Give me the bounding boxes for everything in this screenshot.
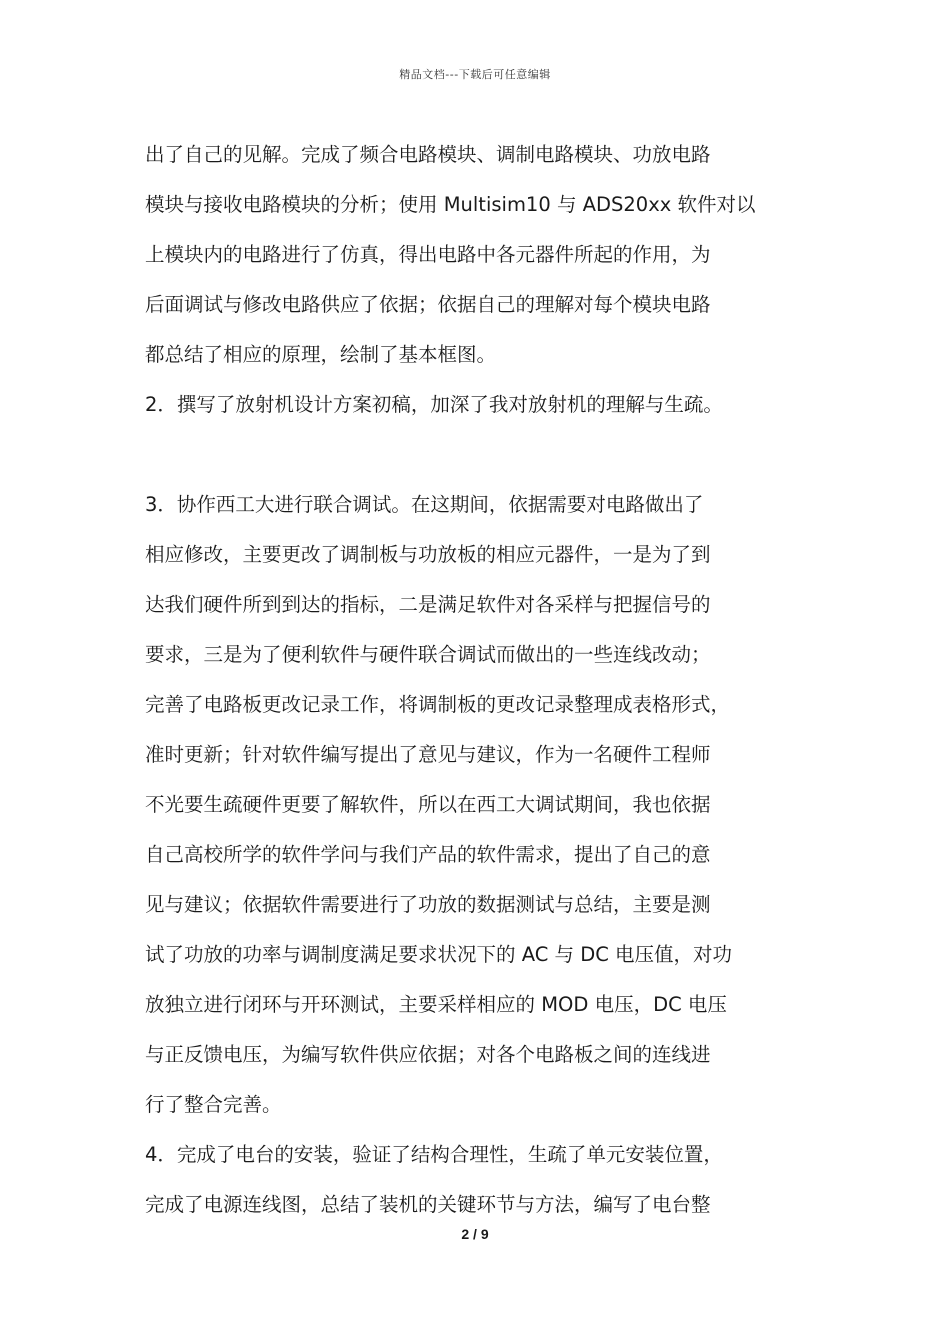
text-line: 与正反馈电压，为编写软件供应依据；对各个电路板之间的连线进 <box>145 1043 711 1066</box>
text-line: 放独立进行闭环与开环测试，主要采样相应的 MOD 电压，DC 电压 <box>145 993 727 1016</box>
page-header: 精品文档---下载后可任意编辑 <box>399 68 551 81</box>
text-line: 上模块内的电路进行了仿真，得出电路中各元器件所起的作用，为 <box>145 243 711 266</box>
page-number: 2 / 9 <box>461 1226 489 1242</box>
text-line: 达我们硬件所到到达的指标，二是满足软件对各采样与把握信号的 <box>145 593 711 616</box>
text-line: 4．完成了电台的安装，验证了结构合理性，生疏了单元安装位置， <box>145 1143 723 1166</box>
text-line: 自己高校所学的软件学问与我们产品的软件需求，提出了自己的意 <box>145 843 711 866</box>
paragraph-spacer <box>145 430 835 480</box>
paragraph-2 <box>145 380 835 430</box>
text-line: 出了自己的见解。完成了频合电路模块、调制电路模块、功放电路 <box>145 143 711 166</box>
text-line: 见与建议；依据软件需要进行了功放的数据测试与总结，主要是测 <box>145 893 711 916</box>
text-line: 完善了电路板更改记录工作，将调制板的更改记录整理成表格形式， <box>145 693 731 716</box>
text-line: 要求，三是为了便利软件与硬件联合调试而做出的一些连线改动； <box>145 643 711 666</box>
paragraph-3 <box>145 480 835 1130</box>
text-line: 3．协作西工大进行联合调试。在这期间，依据需要对电路做出了 <box>145 493 704 516</box>
text-line: 都总结了相应的原理，绘制了基本框图。 <box>145 343 497 366</box>
text-line: 完成了电源连线图，总结了装机的关键环节与方法，编写了电台整 <box>145 1193 711 1216</box>
document-body <box>145 130 835 1230</box>
text-line: 不光要生疏硬件更要了解软件，所以在西工大调试期间，我也依据 <box>145 793 711 816</box>
text-line: 模块与接收电路模块的分析；使用 Multisim10 与 ADS20xx 软件对以 <box>145 193 756 216</box>
text-line: 2．撰写了放射机设计方案初稿，加深了我对放射机的理解与生疏。 <box>145 393 723 416</box>
paragraph-1 <box>145 130 835 380</box>
text-line: 准时更新；针对软件编写提出了意见与建议，作为一名硬件工程师 <box>145 743 711 766</box>
paragraph-4 <box>145 1130 835 1230</box>
text-line: 试了功放的功率与调制度满足要求状况下的 AC 与 DC 电压值，对功 <box>145 943 733 966</box>
text-line: 后面调试与修改电路供应了依据；依据自己的理解对每个模块电路 <box>145 293 711 316</box>
text-line: 相应修改，主要更改了调制板与功放板的相应元器件，一是为了到 <box>145 543 711 566</box>
text-line: 行了整合完善。 <box>145 1093 282 1116</box>
